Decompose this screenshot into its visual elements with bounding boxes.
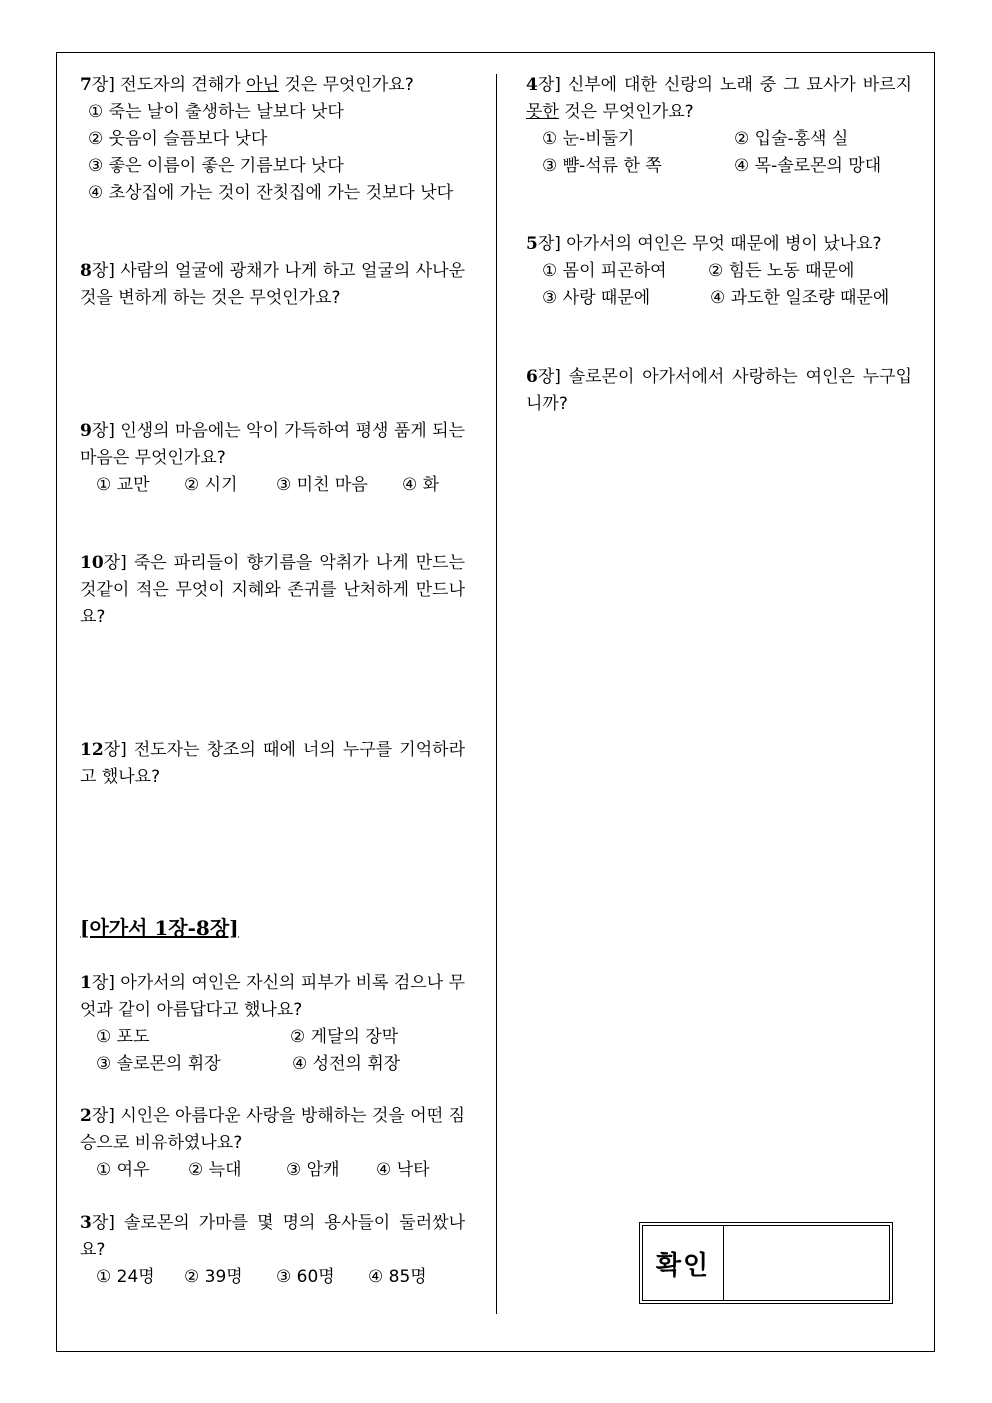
signature-area[interactable] xyxy=(724,1226,889,1300)
question-text: 8장] 사람의 얼굴에 광채가 나게 하고 얼굴의 사나운 것을 변하게 하는 것은 무엇인가요? xyxy=(80,261,465,308)
answer-option[interactable]: ④ 과도한 일조량 때문에 xyxy=(710,288,890,308)
question-song-3 xyxy=(80,1210,465,1291)
answer-option[interactable]: ② 힘든 노동 때문에 xyxy=(708,261,855,281)
option-row xyxy=(80,1024,465,1051)
answer-option[interactable]: ① 몸이 피곤하여 xyxy=(542,261,667,281)
answer-option[interactable]: ③ 뺨-석류 한 쪽 xyxy=(542,156,662,176)
question-text: 7장] 전도자의 견해가 아닌 것은 무엇인가요? xyxy=(80,75,414,95)
answer-option[interactable]: ③ 솔로몬의 휘장 xyxy=(96,1054,221,1074)
answer-option[interactable]: ② 시기 xyxy=(184,475,238,495)
answer-option[interactable]: ④ 초상집에 가는 것이 잔칫집에 가는 것보다 낫다 xyxy=(88,183,454,203)
confirm-box xyxy=(639,1222,893,1304)
option-row xyxy=(80,1157,465,1184)
question-text: 5장] 아가서의 여인은 무엇 때문에 병이 났나요? xyxy=(526,234,882,254)
question-text: 4장] 신부에 대한 신랑의 노래 중 그 묘사가 바르지 못한 것은 무엇인가요? xyxy=(526,75,912,122)
question-song-6 xyxy=(526,364,912,418)
question-text: 2장] 시인은 아름다운 사랑을 방해하는 것을 어떤 짐승으로 비유하였나요? xyxy=(80,1106,465,1153)
column-divider xyxy=(496,74,497,1314)
option-row xyxy=(526,285,912,312)
answer-option[interactable]: ① 포도 xyxy=(96,1027,150,1047)
question-song-2 xyxy=(80,1103,465,1184)
answer-option[interactable]: ③ 미친 마음 xyxy=(276,475,368,495)
option-row xyxy=(80,1051,465,1078)
option-row xyxy=(80,1264,465,1291)
question-text: 12장] 전도자는 창조의 때에 너의 누구를 기억하라고 했나요? xyxy=(80,740,465,787)
option-row xyxy=(526,126,912,153)
answer-option[interactable]: ③ 암캐 xyxy=(286,1160,340,1180)
answer-option[interactable]: ② 39명 xyxy=(184,1267,243,1287)
question-text: 6장] 솔로몬이 아가서에서 사랑하는 여인은 누구입니까? xyxy=(526,367,912,414)
answer-option[interactable]: ④ 성전의 휘장 xyxy=(292,1054,401,1074)
answer-option[interactable]: ③ 좋은 이름이 좋은 기름보다 낫다 xyxy=(88,156,344,176)
option-row xyxy=(526,258,912,285)
question-ecc-9 xyxy=(80,418,465,499)
confirm-label: 확인 xyxy=(643,1226,724,1300)
question-ecc-12 xyxy=(80,737,465,791)
answer-option[interactable]: ① 교만 xyxy=(96,475,150,495)
option-row xyxy=(80,472,465,499)
question-song-5 xyxy=(526,231,912,312)
answer-option[interactable]: ② 웃음이 슬픔보다 낫다 xyxy=(88,129,268,149)
answer-option[interactable]: ④ 낙타 xyxy=(376,1160,430,1180)
answer-option[interactable]: ② 늑대 xyxy=(188,1160,242,1180)
question-text: 9장] 인생의 마음에는 악이 가득하여 평생 품게 되는 마음은 무엇인가요? xyxy=(80,421,465,468)
section-title: [아가서 1장-8장] xyxy=(80,916,239,940)
question-ecc-8 xyxy=(80,258,465,312)
question-text: 10장] 죽은 파리들이 향기름을 악취가 나게 만드는 것같이 적은 무엇이 지혜와 존귀를 난처하게 만드나요? xyxy=(80,553,465,627)
answer-option[interactable]: ④ 85명 xyxy=(368,1267,427,1287)
answer-option[interactable]: ② 게달의 장막 xyxy=(290,1027,399,1047)
answer-option[interactable]: ① 여우 xyxy=(96,1160,150,1180)
answer-option[interactable]: ② 입술-홍색 실 xyxy=(734,129,849,149)
answer-option[interactable]: ③ 60명 xyxy=(276,1267,335,1287)
question-text: 1장] 아가서의 여인은 자신의 피부가 비록 검으나 무엇과 같이 아름답다고 했나요? xyxy=(80,973,465,1020)
option-row xyxy=(526,153,912,180)
question-text: 3장] 솔로몬의 가마를 몇 명의 용사들이 둘러쌌나요? xyxy=(80,1213,465,1260)
answer-option[interactable]: ① 눈-비둘기 xyxy=(542,129,635,149)
answer-option[interactable]: ④ 화 xyxy=(402,475,440,495)
answer-option[interactable]: ① 죽는 날이 출생하는 날보다 낫다 xyxy=(88,102,344,122)
question-song-1 xyxy=(80,970,465,1078)
answer-option[interactable]: ① 24명 xyxy=(96,1267,155,1287)
question-song-4 xyxy=(526,72,912,180)
answer-option[interactable]: ④ 목-솔로몬의 망대 xyxy=(734,156,882,176)
answer-option[interactable]: ③ 사랑 때문에 xyxy=(542,288,651,308)
question-ecc-7 xyxy=(80,72,465,207)
confirm-inner xyxy=(642,1225,890,1301)
question-ecc-10 xyxy=(80,550,465,631)
